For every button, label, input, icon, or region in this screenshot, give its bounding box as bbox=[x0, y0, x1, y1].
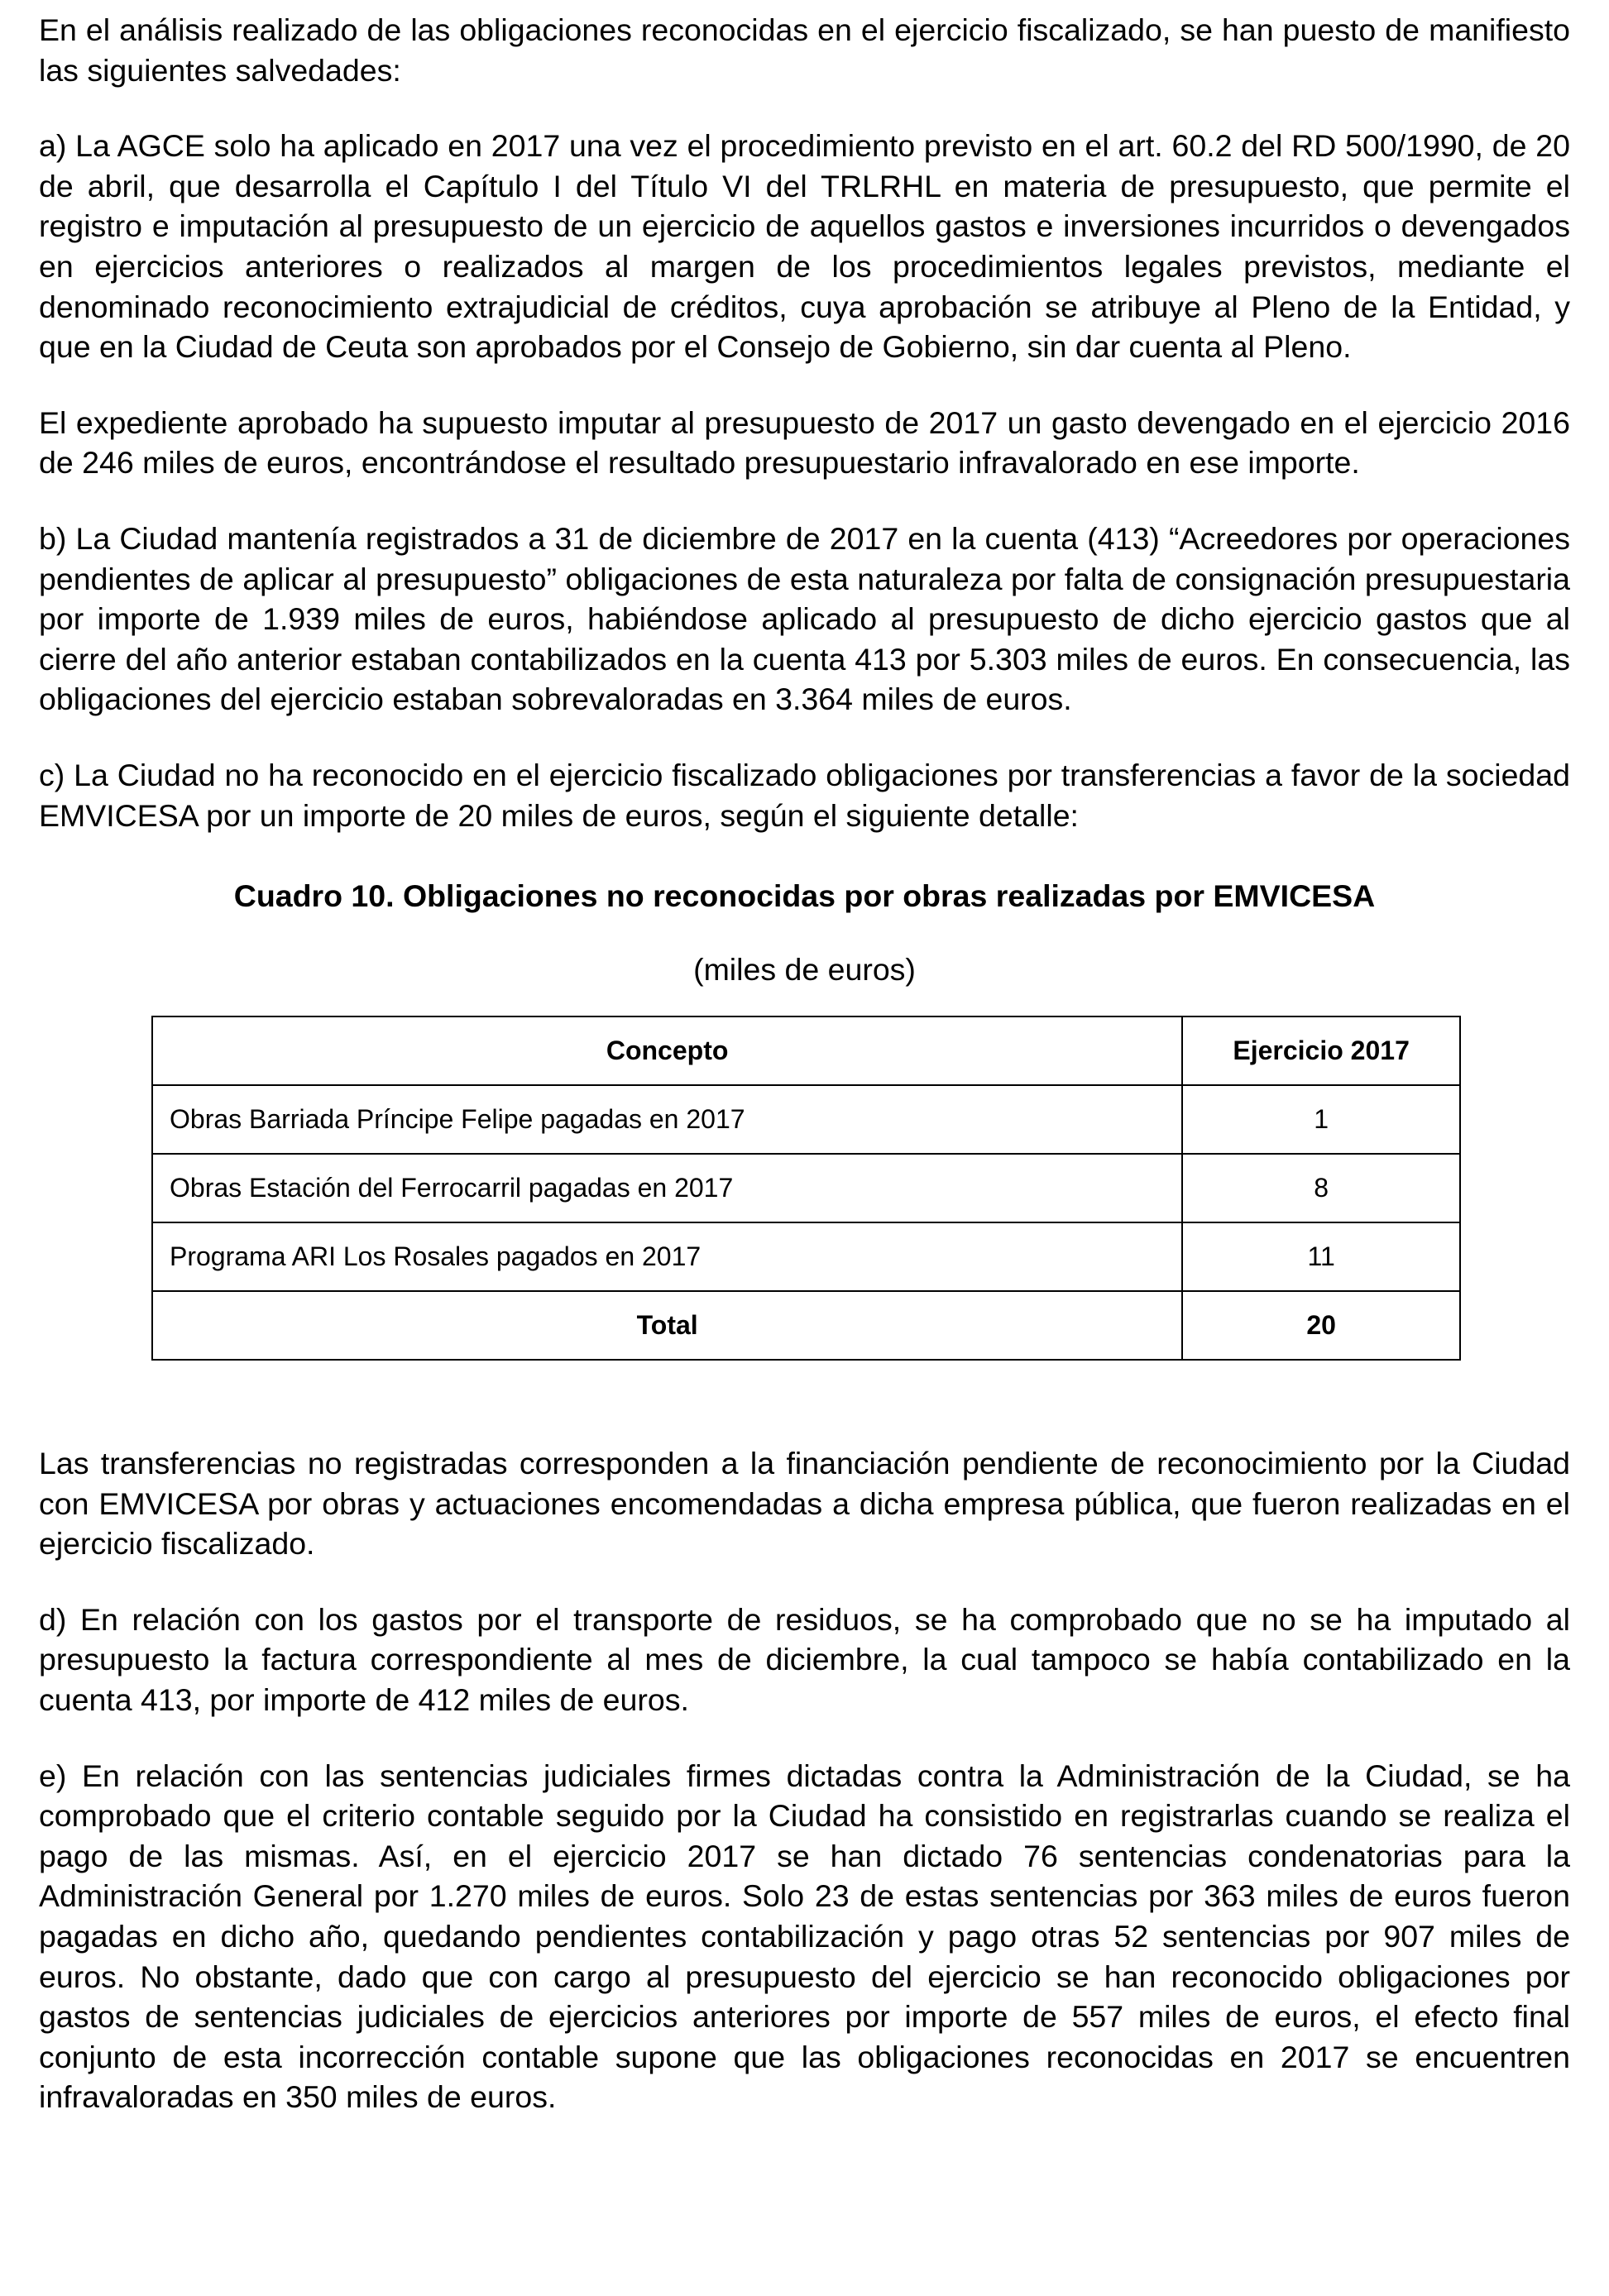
table-row bbox=[152, 1085, 1460, 1154]
table-row bbox=[152, 1154, 1460, 1222]
table-header-row bbox=[152, 1016, 1460, 1085]
table-units: (miles de euros) bbox=[693, 952, 916, 988]
table-row bbox=[152, 1222, 1460, 1291]
table-total-row bbox=[152, 1291, 1460, 1360]
document-page bbox=[39, 10, 1570, 2117]
row-valor: 8 bbox=[1182, 1154, 1460, 1222]
row-valor: 1 bbox=[1182, 1085, 1460, 1154]
paragraph-e: e) En relación con las sentencias judiciales firmes dictadas contra la Administración de la Ciudad, se ha comprobado que el criterio contable seguido por la Ciudad ha consistido en registrarlas cuando se realiza el pago de las mismas. Así, en el ejercicio 2017 se han dictado 76 sentencias condenatorias para la Administración General por 1.270 miles de euros. Solo 23 de estas sentencias por 363 miles de euros fueron pagadas en dicho año, quedando pendientes contabilización y pago otras 52 sentencias por 907 miles de euros. No obstante, dado que con cargo al presupuesto del ejercicio se han reconocido obligaciones por gastos de sentencias judiciales de ejercicios anteriores por importe de 557 miles de euros, el efecto final conjunto de esta incorrección contable supone que las obligaciones reconocidas en 2017 se encuentren infravaloradas en 350 miles de euros. bbox=[39, 1758, 1570, 2115]
paragraph-intro: En el análisis realizado de las obligaciones reconocidas en el ejercicio fiscalizado, se han puesto de manifiesto las siguientes salvedades: bbox=[39, 12, 1570, 88]
row-concepto: Obras Barriada Príncipe Felipe pagadas en 2017 bbox=[152, 1085, 1182, 1154]
paragraph-a-expediente: El expediente aprobado ha supuesto imputar al presupuesto de 2017 un gasto devengado en el ejercicio 2016 de 246 miles de euros, encontrándose el resultado presupuestario infravalorado en ese importe. bbox=[39, 404, 1570, 481]
total-label: Total bbox=[152, 1291, 1182, 1360]
paragraph-b: b) La Ciudad mantenía registrados a 31 de diciembre de 2017 en la cuenta (413) “Acreedores por operaciones pendientes de aplicar al presupuesto” obligaciones de esta naturaleza por falta de consignación presupuestaria por importe de 1.939 miles de euros, habiéndose aplicado al presupuesto de dicho ejercicio gastos que al cierre del año anterior estaban contabilizados en la cuenta 413 por 5.303 miles de euros. En consecuencia, las obligaciones del ejercicio estaban sobrevaloradas en 3.364 miles de euros. bbox=[39, 520, 1570, 717]
paragraph-d: d) En relación con los gastos por el transporte de residuos, se ha comprobado que no se ha imputado al presupuesto la factura correspondiente al mes de diciembre, la cual tampoco se había contabilizado en la cuenta 413, por importe de 412 miles de euros. bbox=[39, 1601, 1570, 1718]
header-ejercicio: Ejercicio 2017 bbox=[1182, 1016, 1460, 1085]
obligaciones-table bbox=[151, 1016, 1461, 1361]
paragraph-transferencias: Las transferencias no registradas corresponden a la financiación pendiente de reconocimiento por la Ciudad con EMVICESA por obras y actuaciones encomendadas a dicha empresa pública, que fueron realizadas en el ejercicio fiscalizado. bbox=[39, 1446, 1570, 1562]
paragraph-c: c) La Ciudad no ha reconocido en el ejercicio fiscalizado obligaciones por transferencias a favor de la sociedad EMVICESA por un importe de 20 miles de euros, según el siguiente detalle: bbox=[39, 757, 1570, 833]
row-valor: 11 bbox=[1182, 1222, 1460, 1291]
total-valor: 20 bbox=[1182, 1291, 1460, 1360]
table-caption: Cuadro 10. Obligaciones no reconocidas por obras realizadas por EMVICESA bbox=[233, 878, 1376, 914]
row-concepto: Obras Estación del Ferrocarril pagadas en 2017 bbox=[152, 1154, 1182, 1222]
header-concepto: Concepto bbox=[152, 1016, 1182, 1085]
paragraph-a: a) La AGCE solo ha aplicado en 2017 una vez el procedimiento previsto en el art. 60.2 del RD 500/1990, de 20 de abril, que desarrolla el Capítulo I del Título VI del TRLRHL en materia de presupuesto, que permite el registro e imputación al presupuesto de un ejercicio de aquellos gastos e inversiones incurridos o devengados en ejercicios anteriores o realizados al margen de los procedimientos legales previstos, mediante el denominado reconocimiento extrajudicial de créditos, cuya aprobación se atribuye al Pleno de la Entidad, y que en la Ciudad de Ceuta son aprobados por el Consejo de Gobierno, sin dar cuenta al Pleno. bbox=[39, 128, 1570, 365]
row-concepto: Programa ARI Los Rosales pagados en 2017 bbox=[152, 1222, 1182, 1291]
